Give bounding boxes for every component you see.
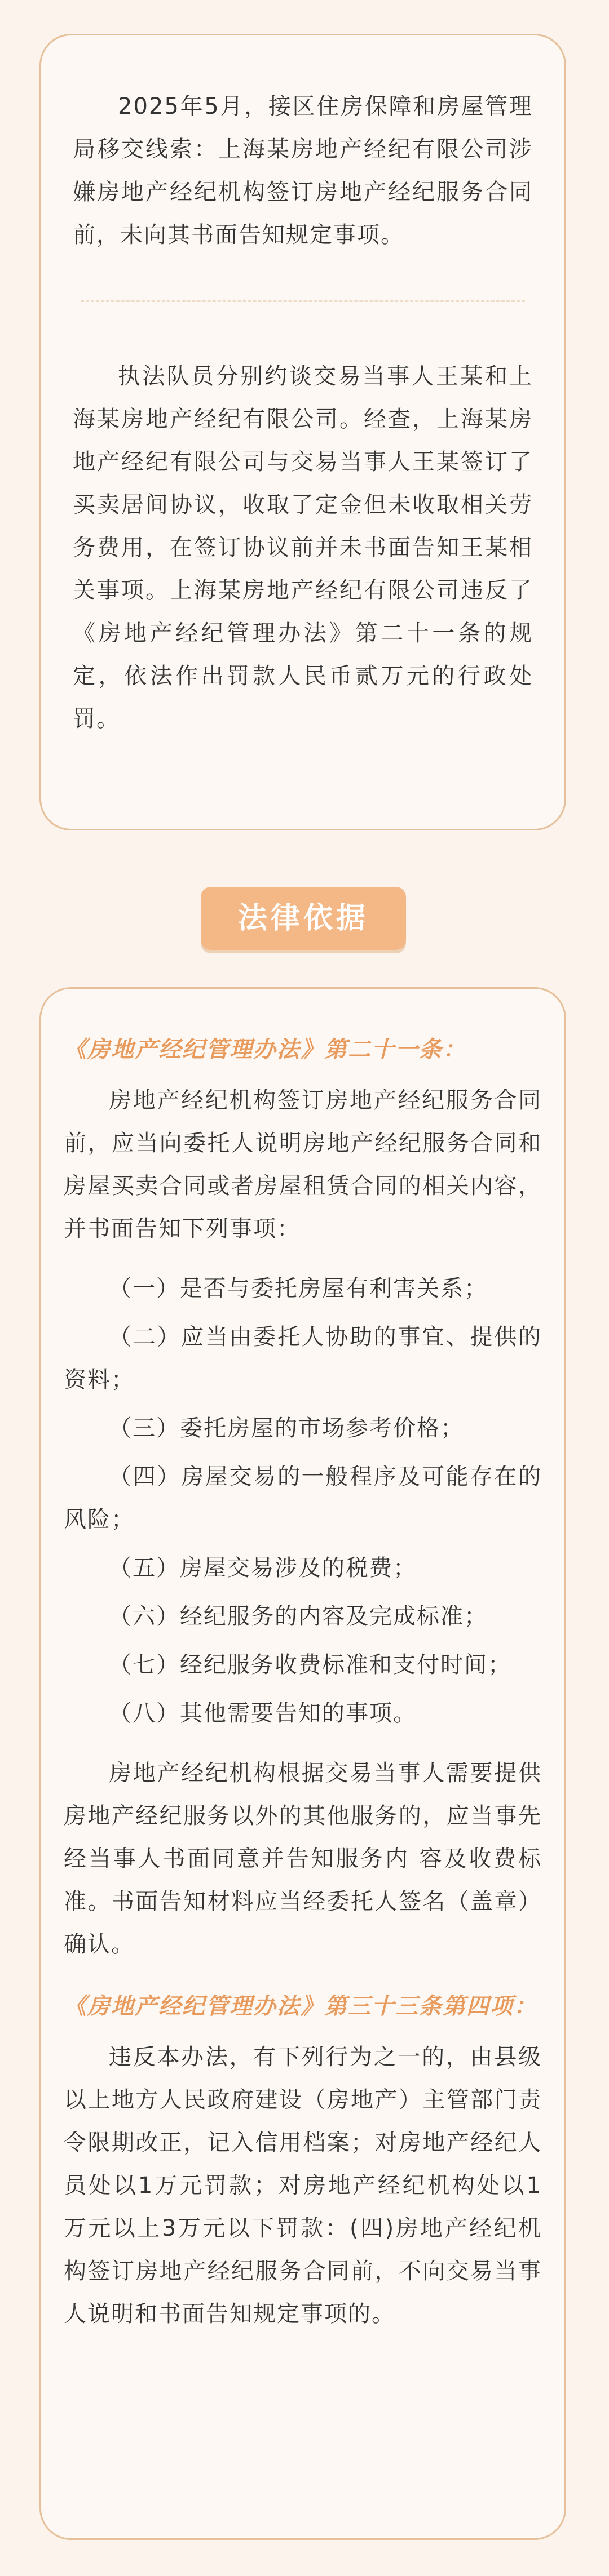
case-paragraph-1: 2025年5月，接区住房保障和房屋管理局移交线索：上海某房地产经纪有限公司涉嫌房地产经纪机构签订房地产经纪服务合同前，未向其书面告知规定事项。 <box>73 94 533 248</box>
article-21-closing: 房地产经纪机构根据交易当事人需要提供房地产经纪服务以外的其他服务的，应当事先经当事人书面同意并告知服务内 容及收费标准。书面告知材料应当经委托人签名（盖章）确认。 <box>64 1760 542 1957</box>
section-title-legal-basis: 法律依据 <box>201 887 406 950</box>
list-item: （四）房屋交易的一般程序及可能存在的风险； <box>64 1464 542 1533</box>
legal-basis-card <box>39 987 566 2540</box>
article-21-item-list <box>64 1267 542 1735</box>
case-card <box>39 34 566 830</box>
article-21-intro: 房地产经纪机构签订房地产经纪服务合同前，应当向委托人说明房地产经纪服务合同和房屋买卖合同或者房屋租赁合同的相关内容，并书面告知下列事项： <box>64 1087 542 1242</box>
list-item: （一）是否与委托房屋有利害关系； <box>109 1276 488 1302</box>
list-item: （五）房屋交易涉及的税费； <box>109 1555 417 1581</box>
article-33-title: 《房地产经纪管理办法》第三十三条第四项： <box>64 1993 537 2019</box>
list-item: （六）经纪服务的内容及完成标准； <box>109 1604 488 1629</box>
case-paragraph-2: 执法队员分别约谈交易当事人王某和上海某房地产经纪有限公司。经查，上海某房地产经纪有限公司与交易当事人王某签订了买卖居间协议，收取了定金但未收取相关劳务费用，在签订协议前并未书面告知王某相关事项。上海某房地产经纪有限公司违反了《房地产经纪管理办法》第二十一条的规定，依法作出罚款人民币贰万元的行政处罚。 <box>73 363 533 732</box>
list-item: （八）其他需要告知的事项。 <box>109 1700 417 1726</box>
article-21-title: 《房地产经纪管理办法》第二十一条： <box>64 1037 466 1063</box>
article-33-body: 违反本办法，有下列行为之一的，由县级以上地方人民政府建设（房地产）主管部门责令限期改正，记入信用档案；对房地产经纪人员处以1万元罚款；对房地产经纪机构处以1万元以上3万元以下罚款：(四)房地产经纪机构签订房地产经纪服务合同前，不向交易当事人说明和书面告知规定事项的。 <box>64 2044 542 2327</box>
list-item: （三）委托房屋的市场参考价格； <box>109 1415 464 1441</box>
dashed-divider <box>81 300 525 302</box>
list-item: （七）经纪服务收费标准和支付时间； <box>109 1652 511 1678</box>
list-item: （二）应当由委托人协助的事宜、提供的资料； <box>64 1324 542 1393</box>
